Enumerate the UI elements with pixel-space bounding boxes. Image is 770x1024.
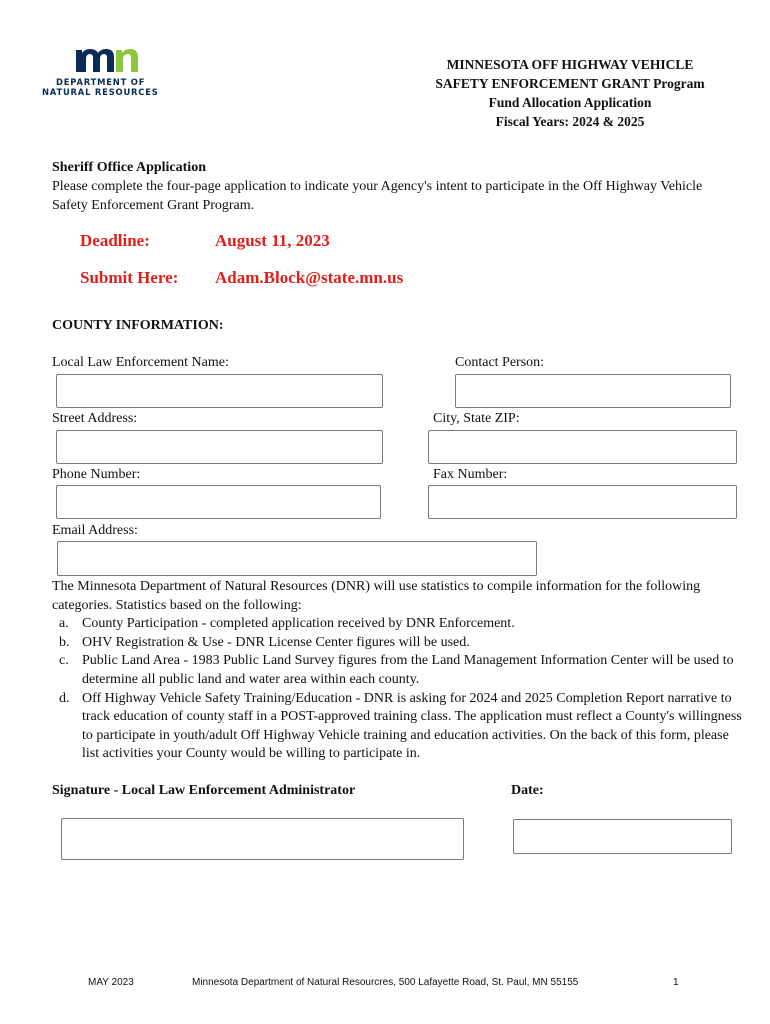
city-state-zip-field[interactable]: [428, 430, 737, 464]
statistics-info: [52, 578, 742, 764]
date-label: Date:: [511, 783, 544, 798]
submit-email: Adam.Block@state.mn.us: [215, 268, 404, 287]
city-state-zip-label: City, State ZIP:: [433, 411, 520, 426]
contact-person-label: Contact Person:: [455, 355, 545, 370]
phone-number-label: Phone Number:: [52, 467, 141, 482]
list-item-text: OHV Registration & Use - DNR License Center figures will be used.: [82, 634, 470, 650]
list-marker: c.: [59, 653, 69, 669]
list-item: [59, 615, 742, 634]
list-marker: a.: [59, 616, 69, 632]
logo-line-2: NATURAL RESOURCES: [42, 87, 159, 97]
list-marker: d.: [59, 690, 70, 706]
header-line-2: SAFETY ENFORCEMENT GRANT Program: [435, 76, 705, 91]
submit-label: Submit Here:: [80, 268, 179, 287]
logo-line-1: DEPARTMENT OF: [56, 77, 146, 87]
list-marker: b.: [59, 634, 70, 650]
mn-logo-mark: [42, 44, 170, 74]
header-line-3: Fund Allocation Application: [488, 95, 652, 110]
header-line-4: Fiscal Years: 2024 & 2025: [495, 114, 645, 129]
list-item: [59, 652, 742, 689]
application-instructions: Please complete the four-page application to indicate your Agency's intent to participate in the Off Highway Vehicle Safety Enforcement Grant Program.: [52, 179, 703, 213]
date-field[interactable]: [513, 819, 732, 854]
fax-number-field[interactable]: [428, 485, 737, 519]
fax-number-label: Fax Number:: [433, 467, 508, 482]
header-line-1: MINNESOTA OFF HIGHWAY VEHICLE: [446, 57, 694, 72]
deadline-value: August 11, 2023: [215, 231, 330, 250]
signature-field[interactable]: [61, 818, 464, 860]
email-address-label: Email Address:: [52, 523, 138, 538]
phone-number-field[interactable]: [56, 485, 381, 519]
agency-name-field[interactable]: [56, 374, 383, 408]
footer-page-number: 1: [673, 977, 679, 988]
statistics-paragraph: The Minnesota Department of Natural Resources (DNR) will use statistics to compile information for the following categories. Statistics based on the following:: [52, 579, 701, 613]
email-address-field[interactable]: [57, 541, 537, 576]
list-item-text: Off Highway Vehicle Safety Training/Education - DNR is asking for 2024 and 2025 Completion Report narrative to track education of county staff in a POST-approved training class. The application must reflect a County's willingness to participate in youth/adult Off Highway Vehicle training and education activities. On the back of this form, please list activities your County would be willing to participate in.: [82, 690, 742, 762]
footer-address: Minnesota Department of Natural Resourcres, 500 Lafayette Road, St. Paul, MN 55155: [192, 977, 579, 988]
list-item: [59, 634, 742, 653]
application-title: Sheriff Office Application: [52, 160, 206, 175]
list-item-text: Public Land Area - 1983 Public Land Survey figures from the Land Management Information Center will be used to determine all public land and water area within each county.: [82, 653, 734, 687]
list-item: [59, 690, 742, 764]
agency-name-label: Local Law Enforcement Name:: [52, 355, 229, 370]
list-item-text: County Participation - completed application received by DNR Enforcement.: [82, 616, 515, 632]
footer-date: MAY 2023: [88, 977, 134, 988]
deadline-label: Deadline:: [80, 231, 150, 250]
signature-label: Signature - Local Law Enforcement Administrator: [52, 783, 356, 798]
street-address-field[interactable]: [56, 430, 383, 464]
street-address-label: Street Address:: [52, 411, 138, 426]
contact-person-field[interactable]: [455, 374, 731, 408]
document-header: [410, 55, 730, 131]
county-info-heading: COUNTY INFORMATION:: [52, 318, 224, 333]
statistics-list: [52, 615, 742, 764]
dnr-logo: [42, 44, 170, 100]
